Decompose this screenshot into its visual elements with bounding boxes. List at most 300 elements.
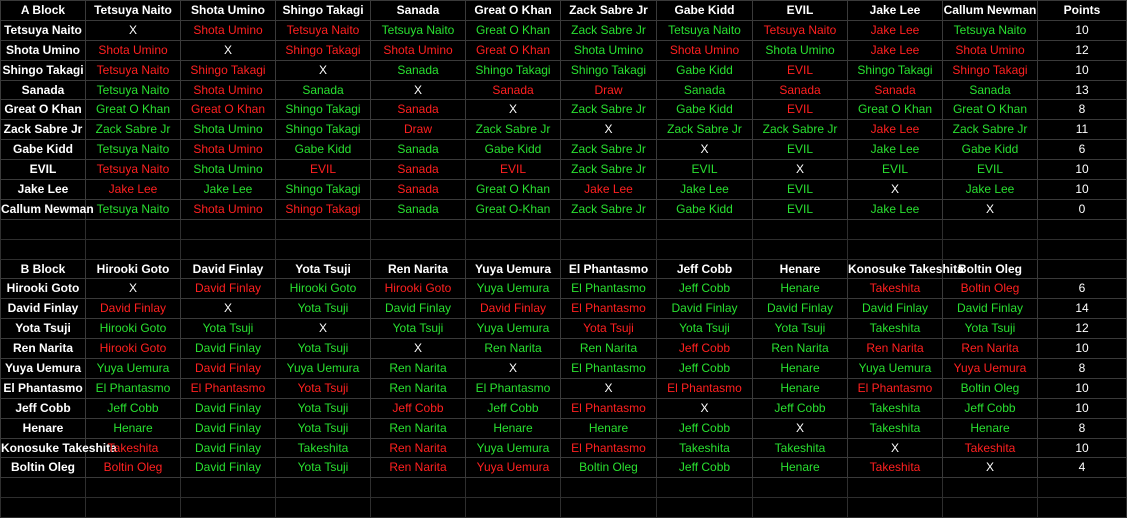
match-result-cell[interactable]: Zack Sabre Jr <box>561 199 657 219</box>
points-cell[interactable]: 13 <box>1038 80 1127 100</box>
match-result-cell[interactable]: Yuya Uemura <box>466 279 561 299</box>
match-result-cell[interactable]: Henare <box>753 458 848 478</box>
match-result-cell[interactable]: Yuya Uemura <box>86 359 181 379</box>
match-result-cell[interactable]: Jeff Cobb <box>657 458 753 478</box>
row-label-ren-narita[interactable]: Ren Narita <box>1 339 86 359</box>
column-header-sanada[interactable]: Sanada <box>371 1 466 21</box>
match-result-cell[interactable]: El Phantasmo <box>561 299 657 319</box>
empty-cell[interactable] <box>86 498 181 518</box>
match-result-cell[interactable]: Jake Lee <box>848 199 943 219</box>
match-result-cell[interactable]: David Finlay <box>371 299 466 319</box>
empty-cell[interactable] <box>466 478 561 498</box>
empty-cell[interactable] <box>466 498 561 518</box>
match-result-cell[interactable]: David Finlay <box>466 299 561 319</box>
match-result-cell[interactable]: Gabe Kidd <box>943 140 1038 160</box>
match-result-cell[interactable]: X <box>943 458 1038 478</box>
match-result-cell[interactable]: EVIL <box>657 160 753 180</box>
row-label-callum-newman[interactable]: Callum Newman <box>1 199 86 219</box>
points-cell[interactable]: 10 <box>1038 398 1127 418</box>
match-result-cell[interactable]: Shingo Takagi <box>276 180 371 200</box>
match-result-cell[interactable]: Shota Umino <box>943 40 1038 60</box>
points-cell[interactable]: 6 <box>1038 140 1127 160</box>
match-result-cell[interactable]: EVIL <box>753 60 848 80</box>
match-result-cell[interactable]: X <box>561 120 657 140</box>
match-result-cell[interactable]: Takeshita <box>657 438 753 458</box>
match-result-cell[interactable]: Shota Umino <box>181 20 276 40</box>
match-result-cell[interactable]: Henare <box>86 418 181 438</box>
match-result-cell[interactable]: Shingo Takagi <box>276 120 371 140</box>
match-result-cell[interactable]: Sanada <box>371 160 466 180</box>
match-result-cell[interactable]: Shingo Takagi <box>276 40 371 60</box>
row-label-shota-umino[interactable]: Shota Umino <box>1 40 86 60</box>
column-header-tetsuya-naito[interactable]: Tetsuya Naito <box>86 1 181 21</box>
match-result-cell[interactable]: Great O Khan <box>86 100 181 120</box>
match-result-cell[interactable]: Shingo Takagi <box>276 199 371 219</box>
match-result-cell[interactable]: El Phantasmo <box>561 279 657 299</box>
empty-cell[interactable] <box>1038 239 1127 259</box>
empty-cell[interactable] <box>371 478 466 498</box>
match-result-cell[interactable]: Ren Narita <box>753 339 848 359</box>
row-label-zack-sabre-jr[interactable]: Zack Sabre Jr <box>1 120 86 140</box>
column-header-shota-umino[interactable]: Shota Umino <box>181 1 276 21</box>
match-result-cell[interactable]: Gabe Kidd <box>657 199 753 219</box>
match-result-cell[interactable]: Great O Khan <box>181 100 276 120</box>
match-result-cell[interactable]: Takeshita <box>943 438 1038 458</box>
match-result-cell[interactable]: Zack Sabre Jr <box>753 120 848 140</box>
match-result-cell[interactable]: Yuya Uemura <box>466 458 561 478</box>
row-label-konosuke-takeshita[interactable]: Konosuke Takeshita <box>1 438 86 458</box>
points-cell[interactable]: 10 <box>1038 60 1127 80</box>
match-result-cell[interactable]: Jake Lee <box>848 40 943 60</box>
match-result-cell[interactable]: Ren Narita <box>371 359 466 379</box>
match-result-cell[interactable]: Zack Sabre Jr <box>561 140 657 160</box>
column-header-boltin-oleg[interactable]: Boltin Oleg <box>943 259 1038 279</box>
match-result-cell[interactable]: Gabe Kidd <box>466 140 561 160</box>
match-result-cell[interactable]: Jeff Cobb <box>657 339 753 359</box>
empty-cell[interactable] <box>276 239 371 259</box>
match-result-cell[interactable]: Yota Tsuji <box>276 398 371 418</box>
points-cell[interactable]: 10 <box>1038 339 1127 359</box>
block-title[interactable]: A Block <box>1 1 86 21</box>
empty-cell[interactable] <box>943 239 1038 259</box>
match-result-cell[interactable]: Zack Sabre Jr <box>561 160 657 180</box>
empty-cell[interactable] <box>181 219 276 239</box>
match-result-cell[interactable]: El Phantasmo <box>561 398 657 418</box>
row-label-henare[interactable]: Henare <box>1 418 86 438</box>
match-result-cell[interactable]: Ren Narita <box>561 339 657 359</box>
row-label-jeff-cobb[interactable]: Jeff Cobb <box>1 398 86 418</box>
match-result-cell[interactable]: Zack Sabre Jr <box>657 120 753 140</box>
match-result-cell[interactable]: Ren Narita <box>943 339 1038 359</box>
match-result-cell[interactable]: Jeff Cobb <box>466 398 561 418</box>
match-result-cell[interactable]: Tetsuya Naito <box>86 140 181 160</box>
match-result-cell[interactable]: El Phantasmo <box>181 378 276 398</box>
column-header-hirooki-goto[interactable]: Hirooki Goto <box>86 259 181 279</box>
match-result-cell[interactable]: Yota Tsuji <box>371 319 466 339</box>
match-result-cell[interactable]: Hirooki Goto <box>371 279 466 299</box>
match-result-cell[interactable]: Tetsuya Naito <box>86 199 181 219</box>
block-title[interactable]: B Block <box>1 259 86 279</box>
match-result-cell[interactable]: Ren Narita <box>848 339 943 359</box>
match-result-cell[interactable]: Yota Tsuji <box>753 319 848 339</box>
match-result-cell[interactable]: Takeshita <box>86 438 181 458</box>
match-result-cell[interactable]: Jeff Cobb <box>943 398 1038 418</box>
points-cell[interactable]: 4 <box>1038 458 1127 478</box>
match-result-cell[interactable]: Jake Lee <box>848 120 943 140</box>
match-result-cell[interactable]: Sanada <box>371 199 466 219</box>
column-header-david-finlay[interactable]: David Finlay <box>181 259 276 279</box>
match-result-cell[interactable]: Sanada <box>371 100 466 120</box>
match-result-cell[interactable]: Jeff Cobb <box>657 359 753 379</box>
match-result-cell[interactable]: EVIL <box>753 100 848 120</box>
row-label-el-phantasmo[interactable]: El Phantasmo <box>1 378 86 398</box>
match-result-cell[interactable]: Shingo Takagi <box>561 60 657 80</box>
match-result-cell[interactable]: Yota Tsuji <box>943 319 1038 339</box>
match-result-cell[interactable]: EVIL <box>943 160 1038 180</box>
match-result-cell[interactable]: Yota Tsuji <box>657 319 753 339</box>
match-result-cell[interactable]: X <box>561 378 657 398</box>
match-result-cell[interactable]: Zack Sabre Jr <box>561 20 657 40</box>
match-result-cell[interactable]: Yota Tsuji <box>561 319 657 339</box>
match-result-cell[interactable]: David Finlay <box>181 398 276 418</box>
empty-cell[interactable] <box>181 478 276 498</box>
match-result-cell[interactable]: Great O Khan <box>466 180 561 200</box>
match-result-cell[interactable]: Boltin Oleg <box>943 279 1038 299</box>
column-header-gabe-kidd[interactable]: Gabe Kidd <box>657 1 753 21</box>
points-cell[interactable]: 6 <box>1038 279 1127 299</box>
match-result-cell[interactable]: X <box>86 20 181 40</box>
match-result-cell[interactable]: Shota Umino <box>86 40 181 60</box>
match-result-cell[interactable]: Great O Khan <box>466 40 561 60</box>
empty-cell[interactable] <box>276 478 371 498</box>
match-result-cell[interactable]: X <box>276 60 371 80</box>
match-result-cell[interactable]: Henare <box>753 378 848 398</box>
match-result-cell[interactable]: X <box>276 319 371 339</box>
match-result-cell[interactable]: Great O Khan <box>466 20 561 40</box>
column-header-henare[interactable]: Henare <box>753 259 848 279</box>
empty-cell[interactable] <box>943 219 1038 239</box>
match-result-cell[interactable]: David Finlay <box>181 279 276 299</box>
match-result-cell[interactable]: X <box>371 80 466 100</box>
match-result-cell[interactable]: Shingo Takagi <box>848 60 943 80</box>
row-label-david-finlay[interactable]: David Finlay <box>1 299 86 319</box>
match-result-cell[interactable]: Sanada <box>466 80 561 100</box>
match-result-cell[interactable]: Sanada <box>848 80 943 100</box>
empty-cell[interactable] <box>848 498 943 518</box>
match-result-cell[interactable]: David Finlay <box>86 299 181 319</box>
match-result-cell[interactable]: Henare <box>753 279 848 299</box>
match-result-cell[interactable]: EVIL <box>276 160 371 180</box>
column-header-callum-newman[interactable]: Callum Newman <box>943 1 1038 21</box>
match-result-cell[interactable]: EVIL <box>753 180 848 200</box>
empty-cell[interactable] <box>657 478 753 498</box>
match-result-cell[interactable]: Draw <box>561 80 657 100</box>
match-result-cell[interactable]: David Finlay <box>181 458 276 478</box>
match-result-cell[interactable]: X <box>657 140 753 160</box>
match-result-cell[interactable]: El Phantasmo <box>657 378 753 398</box>
column-header-yuya-uemura[interactable]: Yuya Uemura <box>466 259 561 279</box>
column-header-zack-sabre-jr[interactable]: Zack Sabre Jr <box>561 1 657 21</box>
empty-cell[interactable] <box>181 498 276 518</box>
match-result-cell[interactable]: Ren Narita <box>371 418 466 438</box>
row-label-jake-lee[interactable]: Jake Lee <box>1 180 86 200</box>
match-result-cell[interactable]: X <box>181 299 276 319</box>
match-result-cell[interactable]: X <box>943 199 1038 219</box>
match-result-cell[interactable]: Tetsuya Naito <box>86 80 181 100</box>
match-result-cell[interactable]: Shota Umino <box>657 40 753 60</box>
empty-cell[interactable] <box>753 498 848 518</box>
empty-cell[interactable] <box>943 498 1038 518</box>
match-result-cell[interactable]: Great O Khan <box>848 100 943 120</box>
match-result-cell[interactable]: Yota Tsuji <box>276 458 371 478</box>
match-result-cell[interactable]: Yuya Uemura <box>848 359 943 379</box>
row-label-boltin-oleg[interactable]: Boltin Oleg <box>1 458 86 478</box>
points-cell[interactable]: 12 <box>1038 40 1127 60</box>
match-result-cell[interactable]: Ren Narita <box>371 378 466 398</box>
match-result-cell[interactable]: Gabe Kidd <box>657 100 753 120</box>
match-result-cell[interactable]: Jake Lee <box>181 180 276 200</box>
match-result-cell[interactable]: EVIL <box>753 199 848 219</box>
empty-cell[interactable] <box>371 219 466 239</box>
match-result-cell[interactable]: Jake Lee <box>848 140 943 160</box>
points-cell[interactable]: 10 <box>1038 20 1127 40</box>
points-cell[interactable]: 0 <box>1038 199 1127 219</box>
match-result-cell[interactable]: Yota Tsuji <box>276 378 371 398</box>
match-result-cell[interactable]: David Finlay <box>181 339 276 359</box>
match-result-cell[interactable]: Tetsuya Naito <box>657 20 753 40</box>
match-result-cell[interactable]: Takeshita <box>753 438 848 458</box>
match-result-cell[interactable]: EVIL <box>466 160 561 180</box>
match-result-cell[interactable]: El Phantasmo <box>848 378 943 398</box>
match-result-cell[interactable]: David Finlay <box>181 418 276 438</box>
match-result-cell[interactable]: Henare <box>561 418 657 438</box>
match-result-cell[interactable]: X <box>848 180 943 200</box>
match-result-cell[interactable]: Yuya Uemura <box>276 359 371 379</box>
empty-cell[interactable] <box>848 239 943 259</box>
match-result-cell[interactable]: Zack Sabre Jr <box>943 120 1038 140</box>
match-result-cell[interactable]: Takeshita <box>848 418 943 438</box>
points-cell[interactable]: 10 <box>1038 378 1127 398</box>
match-result-cell[interactable]: Hirooki Goto <box>86 319 181 339</box>
match-result-cell[interactable]: El Phantasmo <box>466 378 561 398</box>
match-result-cell[interactable]: Boltin Oleg <box>86 458 181 478</box>
empty-cell[interactable] <box>371 498 466 518</box>
match-result-cell[interactable]: Shota Umino <box>753 40 848 60</box>
match-result-cell[interactable]: Jake Lee <box>943 180 1038 200</box>
match-result-cell[interactable]: Shota Umino <box>371 40 466 60</box>
row-label-yota-tsuji[interactable]: Yota Tsuji <box>1 319 86 339</box>
points-cell[interactable]: 8 <box>1038 100 1127 120</box>
match-result-cell[interactable]: Yota Tsuji <box>181 319 276 339</box>
match-result-cell[interactable]: Gabe Kidd <box>276 140 371 160</box>
match-result-cell[interactable]: Takeshita <box>848 319 943 339</box>
match-result-cell[interactable]: Takeshita <box>276 438 371 458</box>
match-result-cell[interactable]: Zack Sabre Jr <box>561 100 657 120</box>
points-cell[interactable]: 14 <box>1038 299 1127 319</box>
match-result-cell[interactable]: Yota Tsuji <box>276 299 371 319</box>
match-result-cell[interactable]: Henare <box>753 359 848 379</box>
points-cell[interactable]: 11 <box>1038 120 1127 140</box>
empty-cell[interactable] <box>753 239 848 259</box>
row-label-evil[interactable]: EVIL <box>1 160 86 180</box>
empty-cell[interactable] <box>86 239 181 259</box>
match-result-cell[interactable]: Shota Umino <box>181 80 276 100</box>
empty-cell[interactable] <box>466 219 561 239</box>
match-result-cell[interactable]: Great O-Khan <box>466 199 561 219</box>
match-result-cell[interactable]: Shingo Takagi <box>943 60 1038 80</box>
points-cell[interactable]: 10 <box>1038 438 1127 458</box>
match-result-cell[interactable]: X <box>753 160 848 180</box>
match-result-cell[interactable]: David Finlay <box>753 299 848 319</box>
match-result-cell[interactable]: Tetsuya Naito <box>371 20 466 40</box>
empty-cell[interactable] <box>1 478 86 498</box>
match-result-cell[interactable]: Ren Narita <box>466 339 561 359</box>
match-result-cell[interactable]: El Phantasmo <box>561 359 657 379</box>
match-result-cell[interactable]: Takeshita <box>848 398 943 418</box>
match-result-cell[interactable]: Shota Umino <box>181 160 276 180</box>
row-label-gabe-kidd[interactable]: Gabe Kidd <box>1 140 86 160</box>
match-result-cell[interactable]: X <box>657 398 753 418</box>
empty-cell[interactable] <box>1038 498 1127 518</box>
match-result-cell[interactable]: Shingo Takagi <box>466 60 561 80</box>
empty-cell[interactable] <box>466 239 561 259</box>
column-header-evil[interactable]: EVIL <box>753 1 848 21</box>
empty-cell[interactable] <box>561 478 657 498</box>
match-result-cell[interactable]: Jeff Cobb <box>657 418 753 438</box>
match-result-cell[interactable]: Jake Lee <box>561 180 657 200</box>
match-result-cell[interactable]: David Finlay <box>848 299 943 319</box>
match-result-cell[interactable]: Henare <box>466 418 561 438</box>
match-result-cell[interactable]: Shingo Takagi <box>181 60 276 80</box>
match-result-cell[interactable]: Yota Tsuji <box>276 418 371 438</box>
match-result-cell[interactable]: Yuya Uemura <box>466 438 561 458</box>
column-header-el-phantasmo[interactable]: El Phantasmo <box>561 259 657 279</box>
row-label-tetsuya-naito[interactable]: Tetsuya Naito <box>1 20 86 40</box>
match-result-cell[interactable]: X <box>848 438 943 458</box>
match-result-cell[interactable]: Jeff Cobb <box>371 398 466 418</box>
match-result-cell[interactable]: Sanada <box>371 60 466 80</box>
match-result-cell[interactable]: El Phantasmo <box>86 378 181 398</box>
match-result-cell[interactable]: Sanada <box>943 80 1038 100</box>
match-result-cell[interactable]: Jake Lee <box>86 180 181 200</box>
match-result-cell[interactable]: X <box>466 100 561 120</box>
match-result-cell[interactable]: Yota Tsuji <box>276 339 371 359</box>
column-header-shingo-takagi[interactable]: Shingo Takagi <box>276 1 371 21</box>
match-result-cell[interactable]: EVIL <box>753 140 848 160</box>
match-result-cell[interactable]: Jeff Cobb <box>86 398 181 418</box>
match-result-cell[interactable]: Sanada <box>371 140 466 160</box>
empty-cell[interactable] <box>1 219 86 239</box>
match-result-cell[interactable]: Tetsuya Naito <box>276 20 371 40</box>
match-result-cell[interactable]: Tetsuya Naito <box>943 20 1038 40</box>
match-result-cell[interactable]: Ren Narita <box>371 458 466 478</box>
match-result-cell[interactable]: X <box>753 418 848 438</box>
row-label-hirooki-goto[interactable]: Hirooki Goto <box>1 279 86 299</box>
points-header[interactable]: Points <box>1038 1 1127 21</box>
points-cell[interactable]: 12 <box>1038 319 1127 339</box>
match-result-cell[interactable]: X <box>86 279 181 299</box>
empty-cell[interactable] <box>848 478 943 498</box>
match-result-cell[interactable]: EVIL <box>848 160 943 180</box>
match-result-cell[interactable]: Henare <box>943 418 1038 438</box>
match-result-cell[interactable]: Hirooki Goto <box>276 279 371 299</box>
empty-cell[interactable] <box>1 239 86 259</box>
points-cell[interactable]: 8 <box>1038 418 1127 438</box>
match-result-cell[interactable]: Shingo Takagi <box>276 100 371 120</box>
empty-cell[interactable] <box>371 239 466 259</box>
points-header[interactable] <box>1038 259 1127 279</box>
empty-cell[interactable] <box>657 239 753 259</box>
points-cell[interactable]: 8 <box>1038 359 1127 379</box>
empty-cell[interactable] <box>1038 219 1127 239</box>
match-result-cell[interactable]: Jeff Cobb <box>657 279 753 299</box>
match-result-cell[interactable]: Tetsuya Naito <box>86 160 181 180</box>
empty-cell[interactable] <box>753 219 848 239</box>
points-cell[interactable]: 10 <box>1038 160 1127 180</box>
match-result-cell[interactable]: Zack Sabre Jr <box>466 120 561 140</box>
row-label-great-o-khan[interactable]: Great O Khan <box>1 100 86 120</box>
empty-cell[interactable] <box>848 219 943 239</box>
match-result-cell[interactable]: Hirooki Goto <box>86 339 181 359</box>
match-result-cell[interactable]: Zack Sabre Jr <box>86 120 181 140</box>
match-result-cell[interactable]: Shota Umino <box>181 199 276 219</box>
empty-cell[interactable] <box>276 498 371 518</box>
match-result-cell[interactable]: Jake Lee <box>848 20 943 40</box>
match-result-cell[interactable]: David Finlay <box>181 438 276 458</box>
match-result-cell[interactable]: Draw <box>371 120 466 140</box>
match-result-cell[interactable]: Sanada <box>371 180 466 200</box>
row-label-shingo-takagi[interactable]: Shingo Takagi <box>1 60 86 80</box>
empty-cell[interactable] <box>561 239 657 259</box>
empty-cell[interactable] <box>1038 478 1127 498</box>
empty-cell[interactable] <box>657 498 753 518</box>
empty-cell[interactable] <box>753 478 848 498</box>
column-header-jake-lee[interactable]: Jake Lee <box>848 1 943 21</box>
match-result-cell[interactable]: Ren Narita <box>371 438 466 458</box>
match-result-cell[interactable]: Yuya Uemura <box>943 359 1038 379</box>
match-result-cell[interactable]: Shota Umino <box>181 120 276 140</box>
empty-cell[interactable] <box>943 478 1038 498</box>
match-result-cell[interactable]: Tetsuya Naito <box>753 20 848 40</box>
match-result-cell[interactable]: Gabe Kidd <box>657 60 753 80</box>
column-header-yota-tsuji[interactable]: Yota Tsuji <box>276 259 371 279</box>
match-result-cell[interactable]: Jake Lee <box>657 180 753 200</box>
match-result-cell[interactable]: David Finlay <box>181 359 276 379</box>
match-result-cell[interactable]: Jeff Cobb <box>753 398 848 418</box>
column-header-ren-narita[interactable]: Ren Narita <box>371 259 466 279</box>
empty-cell[interactable] <box>276 219 371 239</box>
match-result-cell[interactable]: X <box>181 40 276 60</box>
match-result-cell[interactable]: David Finlay <box>943 299 1038 319</box>
match-result-cell[interactable]: Yuya Uemura <box>466 319 561 339</box>
row-label-sanada[interactable]: Sanada <box>1 80 86 100</box>
match-result-cell[interactable]: Boltin Oleg <box>943 378 1038 398</box>
empty-cell[interactable] <box>86 478 181 498</box>
match-result-cell[interactable]: Sanada <box>276 80 371 100</box>
empty-cell[interactable] <box>657 219 753 239</box>
match-result-cell[interactable]: Tetsuya Naito <box>86 60 181 80</box>
empty-cell[interactable] <box>86 219 181 239</box>
column-header-jeff-cobb[interactable]: Jeff Cobb <box>657 259 753 279</box>
column-header-great-o-khan[interactable]: Great O Khan <box>466 1 561 21</box>
empty-cell[interactable] <box>561 219 657 239</box>
row-label-yuya-uemura[interactable]: Yuya Uemura <box>1 359 86 379</box>
match-result-cell[interactable]: Sanada <box>753 80 848 100</box>
match-result-cell[interactable]: Takeshita <box>848 458 943 478</box>
points-cell[interactable]: 10 <box>1038 180 1127 200</box>
match-result-cell[interactable]: Takeshita <box>848 279 943 299</box>
match-result-cell[interactable]: Shota Umino <box>181 140 276 160</box>
